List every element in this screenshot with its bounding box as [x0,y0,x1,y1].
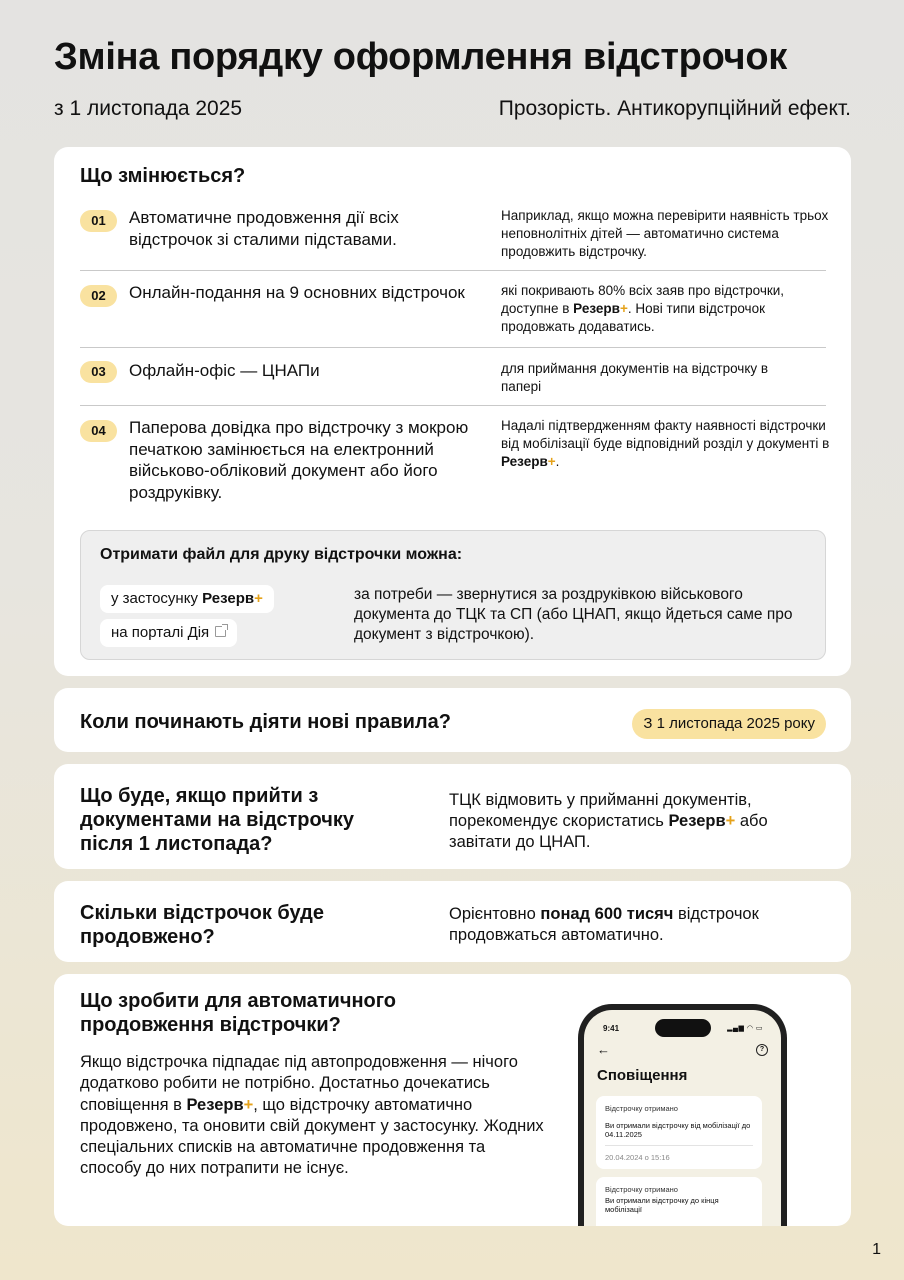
item-number: 03 [80,361,117,383]
back-arrow-icon[interactable]: ← [597,1042,610,1057]
notification-label: Відстрочку отримано [605,1104,678,1113]
change-item [80,361,826,406]
print-box-title: Отримати файл для друку відстрочки можна: [100,546,463,563]
tagline: Прозорість. Антикорупційний ефект. [498,97,851,120]
item-main-text: Автоматичне продовження дії всіх відстрочок зі сталими підставами. [129,208,399,249]
item-side-text: Надалі підтвердженням факту наявності відстрочки від мобілізації буде відповідний розділ у документі в Резерв+. [501,418,830,469]
auto-question: Що зробити для автоматичного продовження відстрочки? [80,990,397,1036]
change-item [80,208,829,271]
dynamic-island [655,1019,711,1037]
notification-body: Ви отримали відстрочку до кінця мобілізації [605,1196,719,1214]
notification-divider [605,1145,753,1146]
notification-label: Відстрочку отримано [605,1185,678,1194]
item-main-text: Онлайн-подання на 9 основних відстрочок [129,283,465,302]
print-info-box [80,530,826,660]
what-changes-card [54,147,851,676]
count-card [54,881,851,962]
external-link-icon [215,626,226,637]
item-number: 04 [80,420,117,442]
effective-date: з 1 листопада 2025 [54,97,243,120]
item-number: 01 [80,210,117,232]
page-title: Зміна порядку оформлення відстрочок [54,36,787,78]
change-item [80,418,830,510]
phone-mockup [578,1004,787,1226]
item-side-text: для приймання документів на відстрочку в папері [501,361,769,394]
after-deadline-card [54,764,851,869]
auto-renewal-card [54,974,851,1226]
page-number: 1 [872,1241,881,1258]
reserve-app-link[interactable]: у застосунку Резерв+ [100,585,274,613]
start-date-card [54,688,851,752]
status-icons: ▂▄▆ ◠ ▭ [727,1025,763,1032]
after-answer: ТЦК відмовить у прийманні документів, порекомендує скористатись Резерв+ або завітати до ЦНАП. [449,791,768,851]
item-main-text: Офлайн-офіс — ЦНАПи [129,361,320,380]
diia-portal-link[interactable]: на порталі Дія [100,619,237,647]
item-side-text: Наприклад, якщо можна перевірити наявність трьох неповнолітніх дітей — автоматично система продовжить відстрочку. [501,208,829,259]
item-side-text: які покривають 80% всіх заяв про відстрочки, доступне в Резерв+. Нові типи відстрочок продовжать додаватись. [501,283,785,334]
notification-card[interactable] [596,1177,762,1226]
count-question: Скільки відстрочок буде продовжено? [80,902,324,948]
notification-card[interactable] [596,1096,762,1169]
after-question: Що буде, якщо прийти з документами на відстрочку після 1 листопада? [80,785,354,855]
item-number: 02 [80,285,117,307]
auto-body: Якщо відстрочка підпадає під автопродовження — нічого додатково робити не потрібно. Достатньо дочекатись сповіщення в Резерв+, що відстрочку автоматично продовжено, та оновити свій документ у застосунку. Жодних спеціальних списків на автоматичне продовження та способу до них потрапити не існує. [80,1053,544,1178]
item-main-text: Паперова довідка про відстрочку з мокрою печаткою замінюється на електронний військово-обліковий документ або його роздруківку. [129,418,469,502]
notification-body: Ви отримали відстрочку від мобілізації до 04.11.2025 [605,1121,751,1139]
change-item [80,285,826,348]
phone-screen [584,1010,781,1226]
count-answer: Орієнтовно понад 600 тисяч відстрочок продовжаться автоматично. [449,905,759,944]
status-time: 9:41 [603,1024,620,1033]
help-icon[interactable]: ? [756,1044,768,1056]
reserve-brand: Резерв [501,454,548,469]
notification-date: 20.04.2024 о 15:16 [605,1153,670,1162]
print-box-note: за потреби — звернутися за роздруківкою військового документа до ТЦК та СП (або ЦНАП, якщо йдеться саме про документ з відстрочкою). [354,586,793,643]
what-changes-title: Що змінюється? [80,165,246,187]
reserve-brand: Резерв [573,301,620,316]
notifications-title: Сповіщення [597,1067,688,1084]
start-question: Коли починають діяти нові правила? [80,711,451,733]
start-date-badge: З 1 листопада 2025 року [632,709,826,739]
